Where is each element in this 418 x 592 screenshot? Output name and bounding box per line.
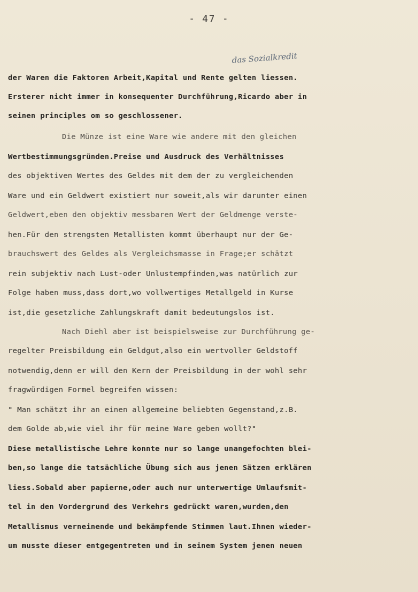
text-line: " Man schätzt ihr an einen allgemeine beliebten Gegenstand,z.B. [8,405,298,414]
text-line: fragwürdigen Formel begreifen wissen: [8,385,179,394]
text-line: ben,so lange die tatsächliche Übung sich aus jenen Sätzen erklären [8,463,312,472]
text-line: ist,die gesetzliche Zahlungskraft damit bedeutungslos ist. [8,308,275,317]
page-number: - 47 - [188,14,230,25]
text-line: tel in den Vordergrund des Verkehrs gedrückt waren,wurden,den [8,502,289,511]
handwritten-annotation: das Sozialkredit [231,51,298,65]
text-line: der Waren die Faktoren Arbeit,Kapital und Rente gelten liessen. [8,73,298,82]
text-line: brauchswert des Geldes als Vergleichsmasse in Frage;er schätzt [8,249,294,258]
text-line: Geldwert,eben den objektiv messbaren Wert der Geldmenge verste- [8,210,298,219]
text-line: des objektiven Wertes des Geldes mit dem der zu vergleichenden [8,171,294,180]
text-line: Ersterer nicht immer in konsequenter Durchführung,Ricardo aber in [8,92,307,101]
text-line: um musste dieser entgegentreten und in seinem System jenen neuen [8,541,303,550]
text-line: Metallismus verneinende und bekämpfende Stimmen laut.Ihnen wieder- [8,522,312,531]
text-line: Wertbestimmungsgründen.Preise und Ausdruck des Verhältnisses [8,152,284,161]
text-line: Nach Diehl aber ist beispielsweise zur Durchführung ge- [62,327,315,336]
text-line: Ware und ein Geldwert existiert nur soweit,als wir darunter einen [8,191,307,200]
text-line: hen.Für den strengsten Metallisten kommt überhaupt nur der Ge- [8,230,294,239]
text-line: regelter Preisbildung ein Geldgut,also ein wertvoller Geldstoff [8,346,298,355]
text-line: Die Münze ist eine Ware wie andere mit den gleichen [62,132,297,141]
text-line: Folge haben muss,dass dort,wo vollwertiges Metallgeld in Kurse [8,288,294,297]
text-line: dem Golde ab,wie viel ihr für meine Ware geben wollt?" [8,424,257,433]
text-line: liess.Sobald aber papierne,oder auch nur unterwertige Umlaufsmit- [8,483,307,492]
text-line: seinen principles om so geschlossener. [8,111,183,120]
text-line: Diese metallistische Lehre konnte nur so lange unangefochten blei- [8,444,312,453]
text-line: notwendig,denn er will den Kern der Preisbildung in der wohl sehr [8,366,307,375]
text-line: rein subjektiv nach Lust-oder Unlustempfinden,was natürlich zur [8,269,298,278]
